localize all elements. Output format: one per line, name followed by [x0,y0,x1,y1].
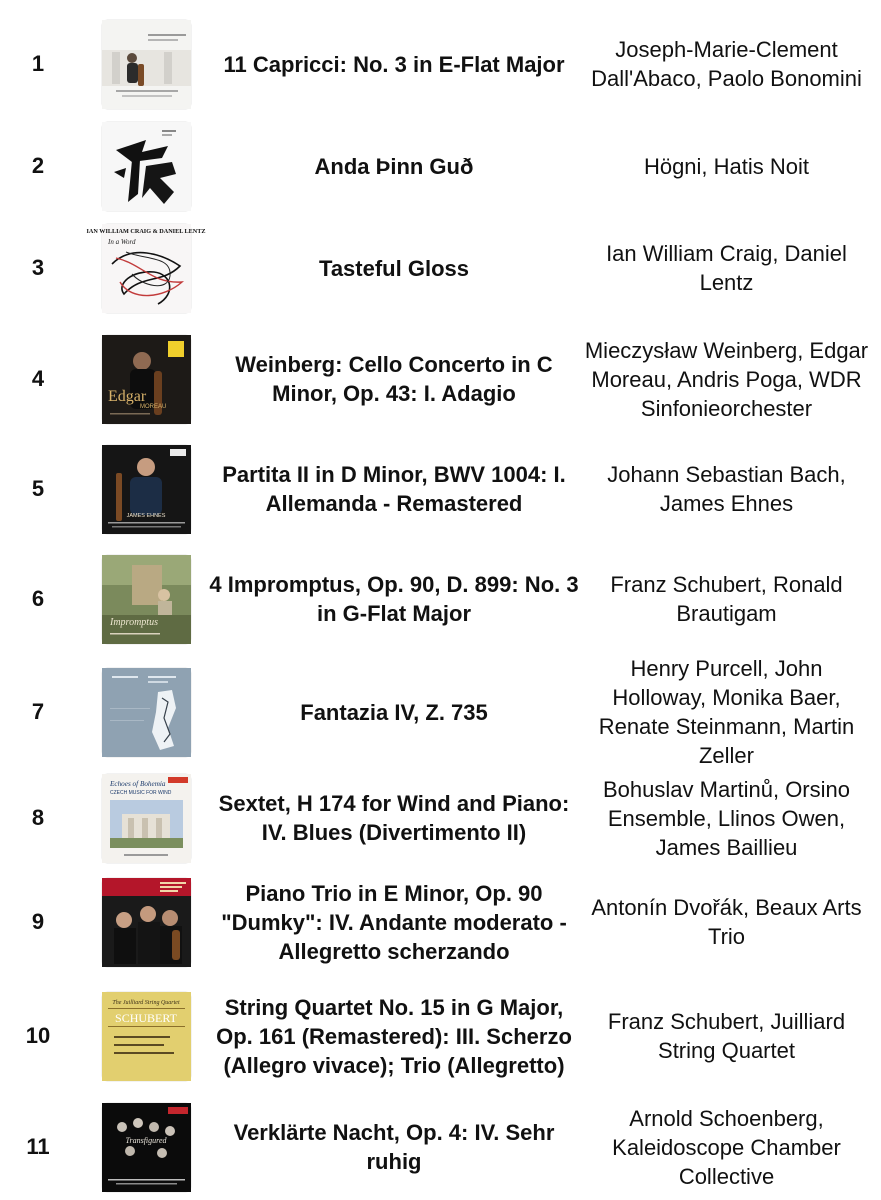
track-row[interactable] [0,8,881,120]
track-row[interactable] [0,654,881,770]
cover-text: Transfigured [125,1135,167,1145]
track-artists: Johann Sebastian Bach, James Ehnes [607,462,846,516]
track-artists: Franz Schubert, Juilliard String Quartet [607,1009,846,1063]
track-artists: Mieczysław Weinberg, Edgar Moreau, Andris Poga, WDR Sinfonieorchester [584,337,869,421]
track-artists: Henry Purcell, John Holloway, Monika Baer, Renate Steinmann, Martin Zeller [598,656,855,768]
track-artists: Bohuslav Martinů, Orsino Ensemble, Llinos Owen, James Baillieu [603,776,850,860]
cover-text: Impromptus [110,616,158,628]
track-rank: 11 [26,1134,50,1159]
track-rank: 2 [31,153,45,178]
album-cover[interactable] [86,224,206,313]
track-row[interactable] [0,544,881,654]
track-rank: 6 [31,586,45,611]
track-rank: 5 [31,476,45,501]
album-cover[interactable] [102,774,191,863]
track-rank: 10 [25,1023,51,1048]
album-cover[interactable] [102,668,191,757]
cover-subtext: In a Word [108,237,136,246]
track-artists: Franz Schubert, Ronald Brautigam [610,572,843,626]
cover-subtext: CZECH MUSIC FOR WIND [110,789,172,796]
track-title: Weinberg: Cello Concerto in C Minor, Op. 43: I. Adagio [235,352,553,406]
album-cover[interactable] [102,992,191,1081]
track-row[interactable] [0,212,881,324]
track-artists: Joseph-Marie-Clement Dall'Abaco, Paolo Bonomini [591,37,862,91]
track-artists: Antonín Dvořák, Beaux Arts Trio [591,895,862,949]
track-rank: 1 [31,51,45,76]
cover-text: JAMES EHNES [126,512,166,519]
track-rank: 4 [31,366,45,391]
album-cover[interactable] [102,555,191,644]
track-row[interactable] [0,120,881,212]
cover-text: Echoes of Bohemia [110,779,166,788]
track-title: Sextet, H 174 for Wind and Piano: IV. Blues (Divertimento II) [218,791,570,845]
track-title: Verklärte Nacht, Op. 4: IV. Sehr ruhig [233,1120,555,1174]
track-title: 4 Impromptus, Op. 90, D. 899: No. 3 in G-Flat Major [209,572,579,626]
track-title: Piano Trio in E Minor, Op. 90 "Dumky": IV. Andante moderato - Allegretto scherzando [221,880,567,964]
track-rank: 3 [31,255,45,280]
track-artists: Ian William Craig, Daniel Lentz [606,241,847,295]
track-rank: 7 [31,699,45,724]
track-row[interactable] [0,866,881,978]
album-cover[interactable] [102,122,191,211]
track-artists: Högni, Hatis Noit [643,153,810,179]
track-title: Anda Þinn Guð [314,153,474,179]
track-row[interactable] [0,324,881,434]
track-title: Tasteful Gloss [319,255,469,281]
album-cover[interactable] [102,878,191,967]
cover-subtext: The Juilliard String Quartet [112,999,180,1006]
track-title: Partita II in D Minor, BWV 1004: I. Allemanda - Remastered [222,462,566,516]
album-cover[interactable] [102,20,191,109]
track-rank: 9 [31,909,45,934]
track-row[interactable] [0,434,881,544]
track-title: 11 Capricci: No. 3 in E-Flat Major [223,51,565,77]
track-row[interactable] [0,770,881,866]
track-title: String Quartet No. 15 in G Major, Op. 161 (Remastered): III. Scherzo (Allegro vivace); Trio (Allegretto) [216,994,572,1078]
album-cover[interactable] [102,445,191,534]
album-cover[interactable] [102,335,191,424]
cover-subtext: MOREAU [140,403,167,410]
cover-text: Edgar [108,387,147,405]
album-cover[interactable] [102,1103,191,1192]
track-rank: 8 [31,805,45,830]
track-row[interactable] [0,978,881,1094]
track-row[interactable] [0,1094,881,1200]
cover-text: SCHUBERT [115,1010,177,1025]
track-title: Fantazia IV, Z. 735 [300,699,488,725]
cover-text: IAN WILLIAM CRAIG & DANIEL LENTZ [86,227,206,235]
track-artists: Arnold Schoenberg, Kaleidoscope Chamber Collective [612,1105,841,1189]
